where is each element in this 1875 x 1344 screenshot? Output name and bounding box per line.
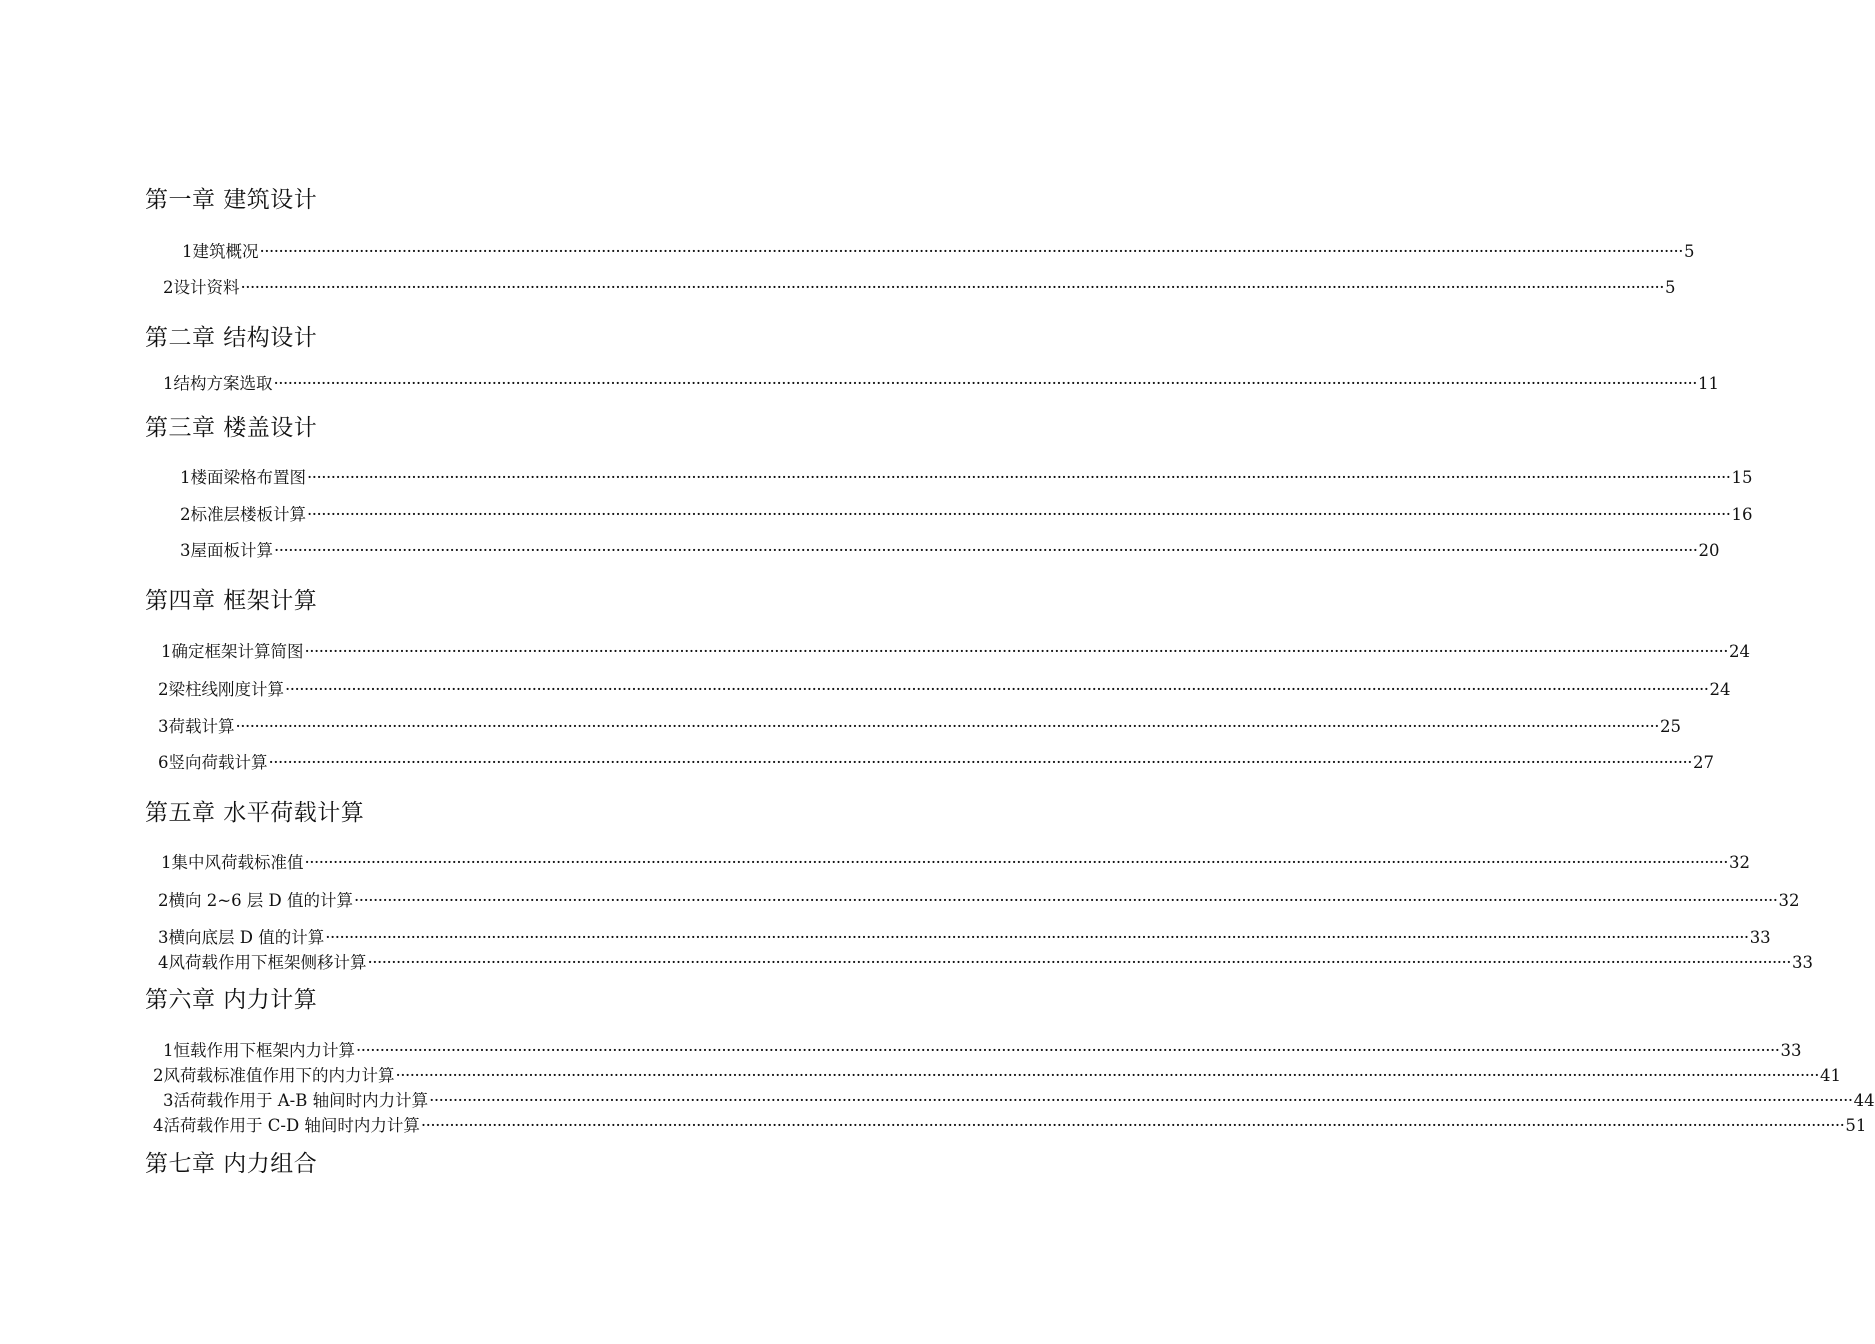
toc-leader-dots: ············································································································································································································································································································ bbox=[273, 374, 1697, 393]
toc-entry-number: 6 bbox=[158, 753, 169, 772]
toc-leader-dots: ············································································································································································································································································································ bbox=[259, 242, 1683, 261]
toc-entry-page: 44 bbox=[1853, 1091, 1875, 1110]
toc-entry-title: 活荷载作用于 A-B 轴间时内力计算 bbox=[173, 1091, 429, 1110]
toc-leader-dots: ············································································································································································································································································································ bbox=[429, 1091, 1853, 1110]
toc-entry[interactable] bbox=[180, 468, 1753, 488]
toc-leader-dots: ············································································································································································································································································································ bbox=[285, 680, 1709, 699]
toc-leader-dots: ············································································································································································································································································································ bbox=[307, 505, 1731, 524]
toc-leader-dots: ············································································································································································································································································································ bbox=[325, 928, 1749, 947]
toc-entry-page: 33 bbox=[1791, 953, 1813, 972]
toc-entry[interactable] bbox=[161, 642, 1750, 662]
toc-entry[interactable] bbox=[158, 928, 1771, 948]
toc-entry-number: 1 bbox=[182, 242, 193, 261]
toc-entry-number: 1 bbox=[161, 853, 172, 872]
toc-entry[interactable] bbox=[163, 1041, 1802, 1061]
toc-entry-title: 竖向荷载计算 bbox=[168, 753, 268, 772]
toc-entry-page: 15 bbox=[1731, 468, 1753, 487]
toc-entry[interactable] bbox=[153, 1116, 1867, 1136]
chapter-heading-7: 第七章 内力组合 bbox=[145, 1151, 318, 1177]
toc-entry-title: 集中风荷载标准值 bbox=[171, 853, 304, 872]
toc-entry-number: 2 bbox=[153, 1066, 164, 1085]
toc-entry[interactable] bbox=[163, 374, 1719, 394]
toc-leader-dots: ············································································································································································································································································································ bbox=[268, 753, 1692, 772]
toc-entry[interactable] bbox=[161, 853, 1750, 873]
toc-entry[interactable] bbox=[153, 1066, 1841, 1086]
toc-entry-page: 32 bbox=[1778, 891, 1800, 910]
toc-entry[interactable] bbox=[158, 953, 1813, 973]
toc-entry-title: 横向底层 D 值的计算 bbox=[168, 928, 325, 947]
toc-entry-title: 荷载计算 bbox=[168, 717, 235, 736]
chapter-heading-2: 第二章 结构设计 bbox=[145, 325, 318, 351]
toc-entry-number: 4 bbox=[153, 1116, 164, 1135]
toc-entry-title: 恒载作用下框架内力计算 bbox=[173, 1041, 355, 1060]
toc-entry-page: 16 bbox=[1731, 505, 1753, 524]
toc-leader-dots: ············································································································································································································································································································ bbox=[367, 953, 1791, 972]
toc-entry-number: 1 bbox=[163, 1041, 174, 1060]
toc-leader-dots: ············································································································································································································································································································ bbox=[395, 1066, 1819, 1085]
toc-leader-dots: ············································································································································································································································································································ bbox=[304, 853, 1728, 872]
toc-entry-number: 2 bbox=[180, 505, 191, 524]
chapter-heading-1: 第一章 建筑设计 bbox=[145, 187, 318, 213]
toc-entry-number: 1 bbox=[163, 374, 174, 393]
toc-entry-title: 建筑概况 bbox=[192, 242, 259, 261]
toc-leader-dots: ············································································································································································································································································································ bbox=[240, 278, 1664, 297]
toc-leader-dots: ············································································································································································································································································································ bbox=[304, 642, 1728, 661]
toc-entry[interactable] bbox=[180, 541, 1720, 561]
toc-leader-dots: ············································································································································································································································································································ bbox=[356, 1041, 1780, 1060]
toc-entry-page: 20 bbox=[1698, 541, 1720, 560]
toc-entry-number: 1 bbox=[161, 642, 172, 661]
toc-leader-dots: ············································································································································································································································································································ bbox=[235, 717, 1659, 736]
toc-entry-title: 标准层楼板计算 bbox=[190, 505, 306, 524]
toc-leader-dots: ············································································································································································································································································································ bbox=[274, 541, 1698, 560]
toc-entry-title: 风荷载作用下框架侧移计算 bbox=[168, 953, 367, 972]
toc-entry-number: 3 bbox=[158, 717, 169, 736]
toc-entry-title: 确定框架计算简图 bbox=[171, 642, 304, 661]
toc-entry-title: 设计资料 bbox=[173, 278, 240, 297]
toc-entry-number: 4 bbox=[158, 953, 169, 972]
toc-entry-page: 51 bbox=[1845, 1116, 1867, 1135]
toc-entry-number: 1 bbox=[180, 468, 191, 487]
toc-entry-page: 32 bbox=[1728, 853, 1750, 872]
toc-entry-title: 梁柱线刚度计算 bbox=[168, 680, 284, 699]
toc-entry-title: 结构方案选取 bbox=[173, 374, 273, 393]
toc-entry[interactable] bbox=[158, 753, 1714, 773]
toc-entry-title: 屋面板计算 bbox=[190, 541, 273, 560]
toc-entry-page: 5 bbox=[1664, 278, 1676, 297]
toc-entry[interactable] bbox=[180, 505, 1753, 525]
toc-entry[interactable] bbox=[158, 891, 1800, 911]
chapter-heading-4: 第四章 框架计算 bbox=[145, 588, 318, 614]
toc-leader-dots: ············································································································································································································································································································ bbox=[354, 891, 1778, 910]
toc-entry[interactable] bbox=[163, 1091, 1875, 1111]
chapter-heading-5: 第五章 水平荷载计算 bbox=[145, 800, 365, 826]
toc-entry-title: 风荷载标准值作用下的内力计算 bbox=[163, 1066, 395, 1085]
toc-entry-page: 24 bbox=[1709, 680, 1731, 699]
toc-entry-page: 33 bbox=[1749, 928, 1771, 947]
toc-entry-page: 33 bbox=[1780, 1041, 1802, 1060]
toc-entry[interactable] bbox=[182, 242, 1695, 262]
toc-entry-number: 2 bbox=[158, 891, 169, 910]
chapter-heading-3: 第三章 楼盖设计 bbox=[145, 415, 318, 441]
toc-entry[interactable] bbox=[163, 278, 1676, 298]
toc-leader-dots: ············································································································································································································································································································ bbox=[420, 1116, 1845, 1135]
toc-entry-title: 横向 2~6 层 D 值的计算 bbox=[168, 891, 354, 910]
toc-entry-page: 24 bbox=[1728, 642, 1750, 661]
toc-entry-number: 3 bbox=[180, 541, 191, 560]
toc-leader-dots: ············································································································································································································································································································ bbox=[307, 468, 1731, 487]
toc-entry-number: 3 bbox=[163, 1091, 174, 1110]
toc-entry-page: 27 bbox=[1692, 753, 1714, 772]
toc-entry-title: 活荷载作用于 C-D 轴间时内力计算 bbox=[163, 1116, 420, 1135]
toc-entry-number: 2 bbox=[163, 278, 174, 297]
toc-entry-page: 5 bbox=[1683, 242, 1695, 261]
toc-entry-number: 2 bbox=[158, 680, 169, 699]
toc-entry-page: 11 bbox=[1697, 374, 1719, 393]
toc-entry[interactable] bbox=[158, 717, 1681, 737]
chapter-heading-6: 第六章 内力计算 bbox=[145, 987, 318, 1013]
toc-entry[interactable] bbox=[158, 680, 1731, 700]
toc-entry-number: 3 bbox=[158, 928, 169, 947]
toc-entry-page: 25 bbox=[1659, 717, 1681, 736]
toc-entry-title: 楼面梁格布置图 bbox=[190, 468, 306, 487]
toc-entry-page: 41 bbox=[1819, 1066, 1841, 1085]
